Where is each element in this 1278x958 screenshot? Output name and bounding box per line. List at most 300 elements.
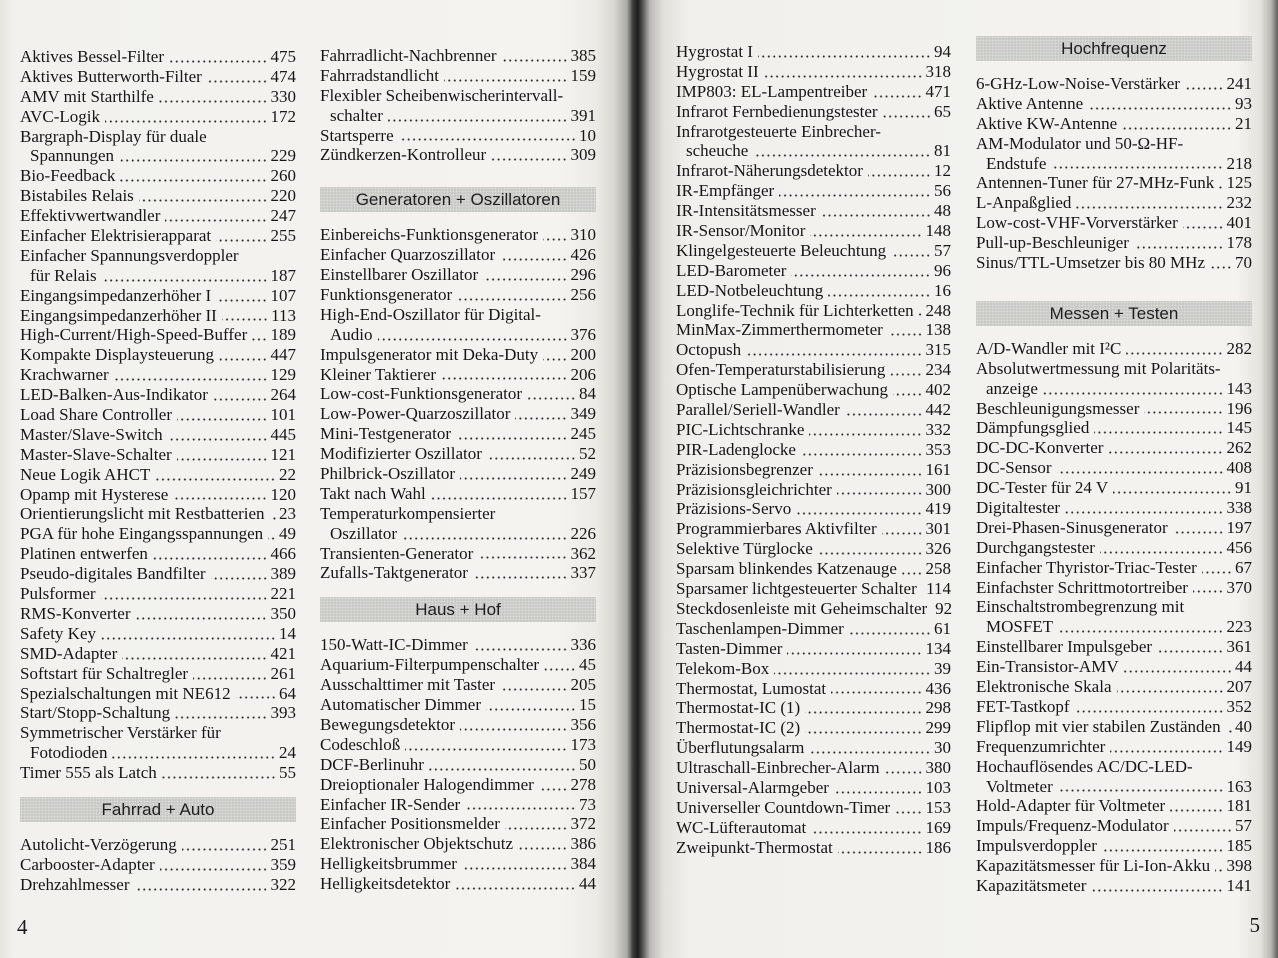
- entry-line: [20, 47, 296, 67]
- entry-line: [676, 241, 951, 261]
- dot-leader: [1134, 246, 1224, 249]
- index-entry: [320, 464, 596, 484]
- index-entry: [20, 186, 296, 206]
- entry-page-number: 65: [934, 101, 951, 121]
- entry-page-number: 107: [270, 285, 296, 305]
- entry-line: [20, 266, 296, 286]
- entry-title: FET-Tastkopf: [976, 696, 1070, 716]
- index-entry: [20, 206, 296, 226]
- entry-page-number: 299: [925, 718, 951, 738]
- entry-page-number: 361: [1226, 637, 1252, 657]
- dot-leader: [888, 333, 923, 336]
- dot-leader: [211, 577, 268, 580]
- index-entry: [320, 735, 596, 755]
- index-entry: [676, 62, 951, 82]
- index-entry: [320, 444, 596, 464]
- dot-leader: [1144, 411, 1223, 414]
- index-entry: [676, 181, 951, 201]
- entry-page-number: 14: [279, 623, 296, 643]
- entry-page-number: 260: [270, 166, 296, 186]
- entry-page-number: 261: [270, 663, 296, 683]
- entry-page-number: 153: [925, 797, 951, 817]
- index-entry: [676, 42, 951, 62]
- entry-title: Universeller Countdown-Timer: [676, 797, 891, 817]
- entry-page-number: 134: [925, 638, 951, 658]
- entry-page-number: 161: [925, 459, 951, 479]
- dot-leader: [216, 239, 267, 242]
- entry-title: Ofen-Temperaturstabilisierung: [676, 360, 886, 380]
- dot-leader: [805, 731, 922, 734]
- entry-page-number: 310: [570, 225, 596, 245]
- entry-line: [320, 655, 596, 675]
- dot-leader: [515, 417, 567, 420]
- entry-title: AM-Modulator und 50-Ω-HF-: [976, 133, 1184, 153]
- dot-leader: [543, 238, 567, 241]
- entry-page-number: 234: [925, 360, 951, 380]
- index-entry: [976, 253, 1252, 273]
- entry-line: [676, 698, 951, 718]
- entry-title: Impulsverdoppler: [976, 836, 1097, 856]
- dot-leader: [135, 617, 267, 620]
- entry-line: [20, 485, 296, 505]
- index-entry: [976, 134, 1252, 174]
- index-entry: [976, 876, 1252, 896]
- dot-leader: [169, 60, 267, 63]
- index-entry: [320, 834, 596, 854]
- dot-leader: [1226, 730, 1232, 733]
- entry-line: [320, 106, 596, 126]
- entry-line: [320, 325, 596, 345]
- dot-leader: [216, 299, 267, 302]
- entry-page-number: 296: [570, 265, 596, 285]
- index-entry: [676, 201, 951, 221]
- dot-leader: [539, 788, 568, 791]
- dot-leader: [890, 373, 922, 376]
- entry-page-number: 466: [270, 544, 296, 564]
- index-entry: [676, 579, 951, 599]
- entry-line: [320, 384, 596, 404]
- entry-line: [320, 404, 596, 424]
- index-entry: [320, 563, 596, 583]
- entry-title: Zündkerzen-Kontrolleur: [320, 145, 487, 165]
- entry-page-number: 44: [1235, 657, 1252, 677]
- index-entry: [976, 578, 1252, 598]
- entry-title: Master/Slave-Switch: [20, 424, 163, 444]
- dot-leader: [845, 413, 923, 416]
- entry-page-number: 442: [925, 400, 951, 420]
- section-header-messen-testen: Messen + Testen: [976, 301, 1252, 326]
- entry-page-number: 221: [270, 584, 296, 604]
- dot-leader: [1058, 630, 1223, 633]
- entry-page-number: 326: [925, 539, 951, 559]
- entry-title: High-Current/High-Speed-Buffer: [20, 325, 248, 345]
- entry-title: Platinen entwerfen: [20, 544, 148, 564]
- entry-page-number: 475: [270, 47, 296, 66]
- index-entry: [676, 818, 951, 838]
- entry-page-number: 206: [570, 364, 596, 384]
- entry-title: IR-Sensor/Monitor: [676, 221, 806, 241]
- entry-title: Ein-Transistor-AMV: [976, 657, 1119, 677]
- entry-line: [20, 644, 296, 664]
- entry-line: [320, 345, 596, 365]
- dot-leader: [483, 278, 567, 281]
- entry-title: Takt nach Wahl: [320, 483, 426, 503]
- entry-line: [676, 360, 951, 380]
- entry-line: [20, 684, 296, 704]
- entry-line: [20, 306, 296, 326]
- entry-title: LED-Balken-Aus-Indikator: [20, 385, 208, 405]
- entry-page-number: 173: [570, 734, 596, 754]
- entry-title: Thermostat-IC (2): [676, 718, 801, 738]
- entry-line: [320, 484, 596, 504]
- entry-title: Startsperre: [320, 125, 394, 145]
- dot-leader: [122, 657, 267, 660]
- entry-page-number: 157: [570, 483, 596, 503]
- dot-leader: [801, 453, 923, 456]
- index-entry: [320, 384, 596, 404]
- entry-line: [976, 154, 1252, 174]
- dot-leader: [120, 179, 267, 182]
- entry-line: [20, 206, 296, 226]
- entry-title-continuation: scheuche: [686, 141, 749, 161]
- entry-title: Ausschalttimer mit Taster: [320, 675, 496, 695]
- index-entry: [976, 717, 1252, 737]
- entry-line: [676, 440, 951, 460]
- entry-title-continuation: Voltmeter: [986, 776, 1053, 796]
- entry-line: [20, 87, 296, 107]
- index-entry: [976, 816, 1252, 836]
- entry-page-number: 426: [570, 245, 596, 265]
- entry-line: [320, 874, 596, 894]
- entry-title: Eingangsimpedanzerhöher I: [20, 285, 212, 305]
- index-entry: [20, 107, 296, 127]
- entry-line: [20, 624, 296, 644]
- index-entry: [976, 498, 1252, 518]
- entry-page-number: 185: [1226, 836, 1252, 856]
- dot-leader: [159, 100, 268, 103]
- index-entry: [676, 738, 951, 758]
- entry-title: Hochauflösendes AC/DC-LED-: [976, 756, 1193, 776]
- entry-page-number: 282: [1226, 338, 1252, 358]
- dot-leader: [502, 59, 568, 62]
- index-entry: [20, 664, 296, 684]
- entry-line: [20, 664, 296, 684]
- index-entry: [320, 424, 596, 444]
- dot-leader: [1170, 809, 1223, 812]
- dot-leader: [465, 807, 576, 810]
- entry-line: [976, 253, 1252, 273]
- entry-title: SMD-Adapter: [20, 643, 118, 663]
- index-entry: [676, 380, 951, 400]
- dot-leader: [1174, 829, 1232, 832]
- dot-leader: [885, 771, 923, 774]
- entry-line: [676, 798, 951, 818]
- entry-title: Octopush: [676, 340, 742, 360]
- index-entry: [676, 460, 951, 480]
- index-entry: [320, 775, 596, 795]
- dot-leader: [1058, 789, 1224, 792]
- index-entry: [320, 126, 596, 146]
- dot-leader: [165, 219, 267, 222]
- entry-title: Kompakte Displaysteuerung: [20, 345, 215, 365]
- entry-page-number: 370: [1226, 577, 1252, 597]
- entry-title: Aktives Bessel-Filter: [20, 47, 165, 66]
- index-entry: [976, 339, 1252, 359]
- dot-leader: [270, 517, 276, 520]
- dot-leader: [787, 652, 922, 655]
- index-entry: [976, 418, 1252, 438]
- index-entry: [320, 504, 596, 544]
- entry-line: [320, 563, 596, 583]
- entry-line: [20, 107, 296, 127]
- dot-leader: [486, 708, 576, 711]
- entry-title: Effektivwertwandler: [20, 206, 161, 226]
- entry-title: Codeschloß: [320, 734, 401, 754]
- index-entry: [20, 246, 296, 286]
- entry-title: Ultraschall-Einbrecher-Alarm: [676, 758, 880, 778]
- index-entry: [676, 778, 951, 798]
- entry-line: [976, 74, 1252, 94]
- index-entry: [976, 74, 1252, 94]
- entry-title: Dreioptionaler Halogendimmer: [320, 774, 534, 794]
- entry-page-number: 255: [270, 226, 296, 246]
- entry-title: Carbooster-Adapter: [20, 854, 155, 874]
- entry-line: [20, 445, 296, 465]
- index-entry: [976, 173, 1252, 193]
- entry-page-number: 23: [279, 504, 296, 524]
- entry-title: Einfacher Spannungsverdoppler: [20, 245, 239, 265]
- entry-title: Einstellbarer Oszillator: [320, 265, 479, 285]
- dot-leader: [1094, 431, 1223, 434]
- dot-leader: [1057, 471, 1224, 474]
- entry-page-number: 61: [934, 618, 951, 638]
- dot-leader: [460, 728, 567, 731]
- index-entry: [20, 703, 296, 723]
- entry-page-number: 91: [1235, 478, 1252, 498]
- dot-leader: [222, 318, 268, 321]
- entry-page-number: 248: [925, 300, 951, 320]
- dot-leader: [441, 377, 567, 380]
- entry-page-number: 39: [934, 658, 951, 678]
- dot-leader: [818, 552, 923, 555]
- entry-page-number: 300: [925, 479, 951, 499]
- entry-title: Einfachster Schrittmotortreiber: [976, 577, 1188, 597]
- entry-line: [676, 181, 951, 201]
- section-header-haus-hof: Haus + Hof: [320, 597, 596, 622]
- entry-title: Neue Logik AHCT: [20, 464, 151, 484]
- entry-title-continuation: schalter: [330, 105, 383, 125]
- entry-line: [20, 875, 296, 895]
- entry-line: [976, 856, 1252, 876]
- index-entry: [20, 485, 296, 505]
- index-entry: [676, 599, 951, 619]
- entry-line: [676, 301, 951, 321]
- entry-page-number: 349: [570, 404, 596, 424]
- index-entry: [320, 814, 596, 834]
- index-entry: [976, 359, 1252, 399]
- entry-title: LED-Barometer: [676, 260, 787, 280]
- entry-title: Kapazitätsmesser für Li-Ion-Akku: [976, 856, 1211, 876]
- entry-title: Mini-Testgenerator: [320, 424, 451, 444]
- entry-title: Bio-Feedback: [20, 166, 116, 186]
- dot-leader: [378, 338, 568, 341]
- dot-leader: [543, 358, 567, 361]
- dot-leader: [919, 313, 923, 316]
- entry-title: Einfacher IR-Sender: [320, 794, 461, 814]
- index-entry: [20, 584, 296, 604]
- entry-line: [676, 718, 951, 738]
- dot-leader: [779, 194, 931, 197]
- entry-title: Spezialschaltungen mit NE612: [20, 683, 231, 703]
- entry-title: Aktive Antenne: [976, 93, 1084, 113]
- index-entry: [676, 122, 951, 162]
- index-entry: [320, 675, 596, 695]
- dot-leader: [236, 696, 276, 699]
- entry-line: [976, 193, 1252, 213]
- entry-line: [20, 465, 296, 485]
- entry-line: [976, 717, 1252, 737]
- dot-leader: [811, 831, 922, 834]
- entry-page-number: 330: [270, 86, 296, 106]
- entry-title: Helligkeitsbrummer: [320, 854, 457, 874]
- entry-page-number: 232: [1226, 193, 1252, 213]
- entry-page-number: 96: [934, 260, 951, 280]
- entry-line: [676, 579, 951, 599]
- entry-line: [20, 405, 296, 425]
- index-entry: [20, 47, 296, 67]
- dot-leader: [102, 279, 268, 282]
- entry-title: Low-cost-VHF-Vorverstärker: [976, 213, 1178, 233]
- entry-page-number: 393: [270, 703, 296, 723]
- entry-line: [20, 544, 296, 564]
- entry-page-number: 309: [570, 145, 596, 165]
- entry-line: [976, 617, 1252, 637]
- index-entry: [976, 518, 1252, 538]
- index-entry: [976, 193, 1252, 213]
- dot-leader: [1219, 186, 1223, 189]
- entry-line: [676, 42, 951, 62]
- index-entry: [976, 856, 1252, 876]
- entry-line: [20, 524, 296, 544]
- entry-line: [320, 464, 596, 484]
- entry-title: Transienten-Generator: [320, 543, 474, 563]
- entry-title: Beschleunigungsmesser: [976, 398, 1140, 418]
- entry-line: [20, 226, 296, 246]
- dot-leader: [460, 477, 567, 480]
- entry-page-number: 401: [1226, 213, 1252, 233]
- entry-line: [320, 424, 596, 444]
- entry-page-number: 436: [925, 678, 951, 698]
- index-entry: [20, 763, 296, 783]
- entry-title: L-Anpaßglied: [976, 193, 1072, 213]
- entry-line: [976, 114, 1252, 134]
- entry-page-number: 64: [279, 683, 296, 703]
- entry-page-number: 22: [279, 464, 296, 484]
- dot-leader: [135, 888, 268, 891]
- index-entry: [976, 677, 1252, 697]
- entry-title-continuation: Audio: [330, 324, 373, 344]
- dot-leader: [753, 154, 931, 157]
- entry-page-number: 362: [570, 543, 596, 563]
- entry-title: Pulsformer: [20, 584, 96, 604]
- entry-page-number: 278: [570, 774, 596, 794]
- index-entry: [676, 679, 951, 699]
- index-entry: [676, 102, 951, 122]
- entry-line: [20, 146, 296, 166]
- entry-line: [676, 221, 951, 241]
- entry-title: DCF-Berlinuhr: [320, 754, 424, 774]
- dot-leader: [207, 80, 268, 83]
- entry-page-number: 398: [1226, 856, 1252, 876]
- entry-line: [976, 757, 1252, 777]
- entry-title: DC-Tester für 24 V: [976, 478, 1109, 498]
- entry-line: [20, 743, 296, 763]
- index-entry: [976, 114, 1252, 134]
- entry-title: DC-DC-Konverter: [976, 438, 1104, 458]
- entry-line: [20, 186, 296, 206]
- entry-page-number: 336: [570, 635, 596, 655]
- dot-leader: [868, 174, 931, 177]
- index-entry: [320, 66, 596, 86]
- index-entry: [320, 484, 596, 504]
- entry-line: [976, 836, 1252, 856]
- dot-leader: [478, 556, 567, 559]
- entry-page-number: 249: [570, 464, 596, 484]
- dot-leader: [153, 557, 268, 560]
- entry-line: [320, 795, 596, 815]
- entry-line: [676, 141, 951, 161]
- dot-leader: [1043, 392, 1224, 395]
- dot-leader: [872, 95, 922, 98]
- entry-page-number: 44: [579, 874, 596, 894]
- index-entry: [20, 855, 296, 875]
- entry-page-number: 178: [1226, 233, 1252, 253]
- index-entry: [676, 519, 951, 539]
- entry-page-number: 338: [1226, 498, 1252, 518]
- entry-page-number: 226: [570, 523, 596, 543]
- entry-page-number: 138: [925, 320, 951, 340]
- entry-line: [320, 225, 596, 245]
- entry-line: [320, 305, 596, 325]
- entry-page-number: 143: [1226, 378, 1252, 398]
- index-entry: [976, 737, 1252, 757]
- entry-line: [676, 161, 951, 181]
- entry-line: [20, 166, 296, 186]
- index-entry: [976, 796, 1252, 816]
- index-entry: [20, 723, 296, 763]
- entry-line: [676, 838, 951, 858]
- dot-leader: [1102, 849, 1224, 852]
- dot-leader: [796, 512, 922, 515]
- entry-line: [976, 359, 1252, 379]
- entry-title: Sparsam blinkendes Katzenauge: [676, 559, 897, 579]
- index-entry: [320, 635, 596, 655]
- entry-page-number: 21: [1235, 113, 1252, 133]
- entry-line: [676, 778, 951, 798]
- index-entry: [976, 458, 1252, 478]
- entry-page-number: 391: [570, 105, 596, 125]
- index-entry: [20, 644, 296, 664]
- entry-page-number: 251: [270, 834, 296, 854]
- entry-title: Eingangsimpedanzerhöher II: [20, 305, 217, 325]
- entry-line: [976, 339, 1252, 359]
- entry-line: [976, 597, 1252, 617]
- section-header-generatoren-oszillatoren: Generatoren + Oszillatoren: [320, 187, 596, 212]
- index-entry: [20, 166, 296, 186]
- entry-line: [676, 599, 951, 619]
- entry-title: Kleiner Taktierer: [320, 364, 437, 384]
- entry-title: Low-cost-Funktionsgenerator: [320, 384, 523, 404]
